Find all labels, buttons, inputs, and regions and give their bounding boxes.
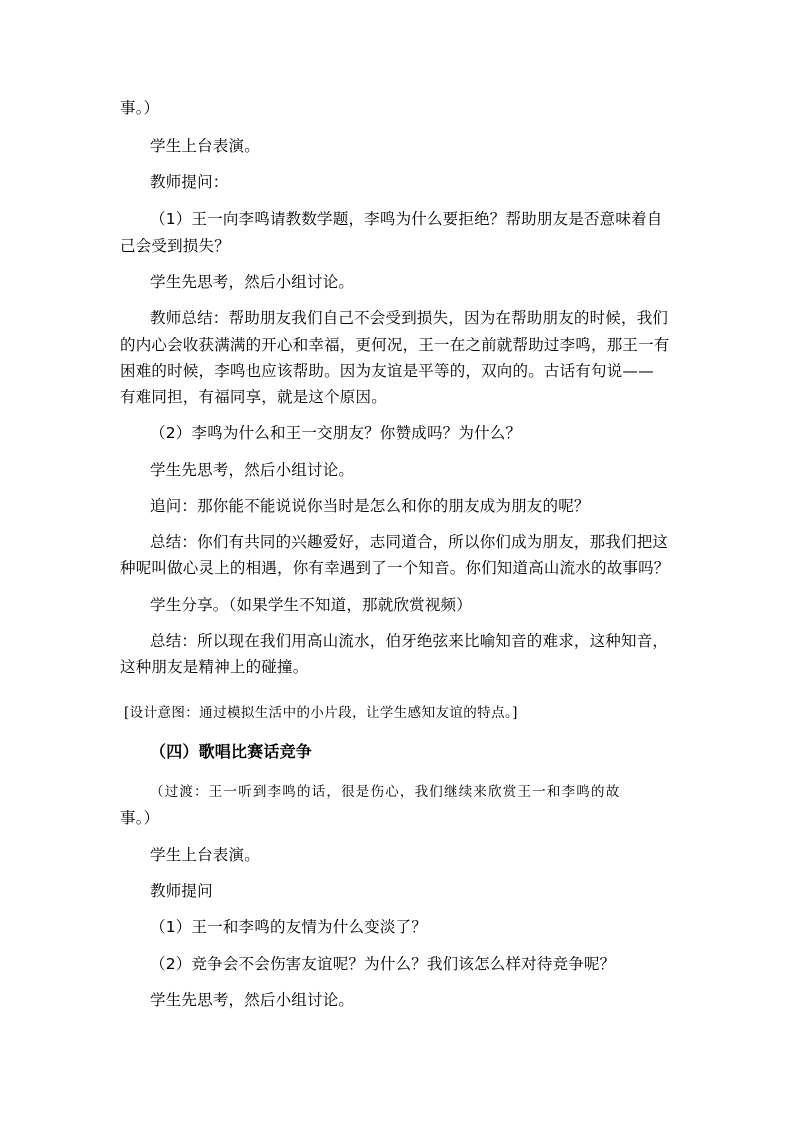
text-line: （2）竞争会不会伤害友谊呢？为什么？我们该怎么样对待竞争呢？ (150, 955, 616, 973)
text-line: 学生上台表演。 (150, 846, 260, 864)
text-line: 种呢叫做心灵上的相遇，你有幸遇到了一个知音。你们知道高山流水的故事吗？ (120, 559, 670, 577)
text-line: 的内心会收获满满的开心和幸福，更何况，王一在之前就帮助过李鸣，那王一有 (120, 336, 670, 354)
text-line: 己会受到损失？ (120, 237, 230, 255)
design-intent-note: [设计意图：通过模拟生活中的小片段，让学生感知友谊的特点。] (124, 705, 518, 721)
text-line: （1）王一向李鸣请教数学题，李鸣为什么要拒绝？帮助朋友是否意味着自 (150, 210, 663, 228)
text-line: 学生分享。（如果学生不知道，那就欣赏视频） (150, 596, 472, 614)
transition-note: （过渡：王一听到李鸣的话，很是伤心，我们继续来欣赏王一和李鸣的故 (150, 784, 621, 800)
text-line: 教师提问： (150, 173, 229, 191)
text-line: 学生先思考，然后小组讨论。 (150, 991, 355, 1009)
text-line: 学生先思考，然后小组讨论。 (150, 273, 355, 291)
text-line: （2）李鸣为什么和王一交朋友？你赞成吗？为什么？ (150, 424, 522, 442)
text-line: 事。） (120, 809, 160, 827)
text-line: 总结：所以现在我们用高山流水，伯牙绝弦来比喻知音的难求，这种知音， (150, 632, 669, 650)
text-line: 困难的时候，李鸣也应该帮助。因为友谊是平等的，双向的。古话有句说—— (120, 362, 654, 380)
text-line: 追问：那你能不能说说你当时是怎么和你的朋友成为朋友的呢？ (150, 497, 590, 515)
text-line: 事。） (120, 99, 160, 117)
text-line: 这种朋友是精神上的碰撞。 (120, 658, 309, 676)
text-line: （1）王一和李鸣的友情为什么变淡了？ (150, 918, 427, 936)
text-line: 有难同担，有福同享，就是这个原因。 (120, 388, 387, 406)
text-line: 教师总结：帮助朋友我们自己不会受到损失，因为在帮助朋友的时候，我们 (150, 309, 669, 327)
section-heading: （四）歌唱比赛话竞争 (150, 742, 313, 761)
text-line: 总结：你们有共同的兴趣爱好，志同道合，所以你们成为朋友，那我们把这 (150, 533, 669, 551)
text-line: 教师提问 (150, 882, 213, 900)
text-line: 学生先思考，然后小组讨论。 (150, 461, 355, 479)
text-line: 学生上台表演。 (150, 137, 260, 155)
